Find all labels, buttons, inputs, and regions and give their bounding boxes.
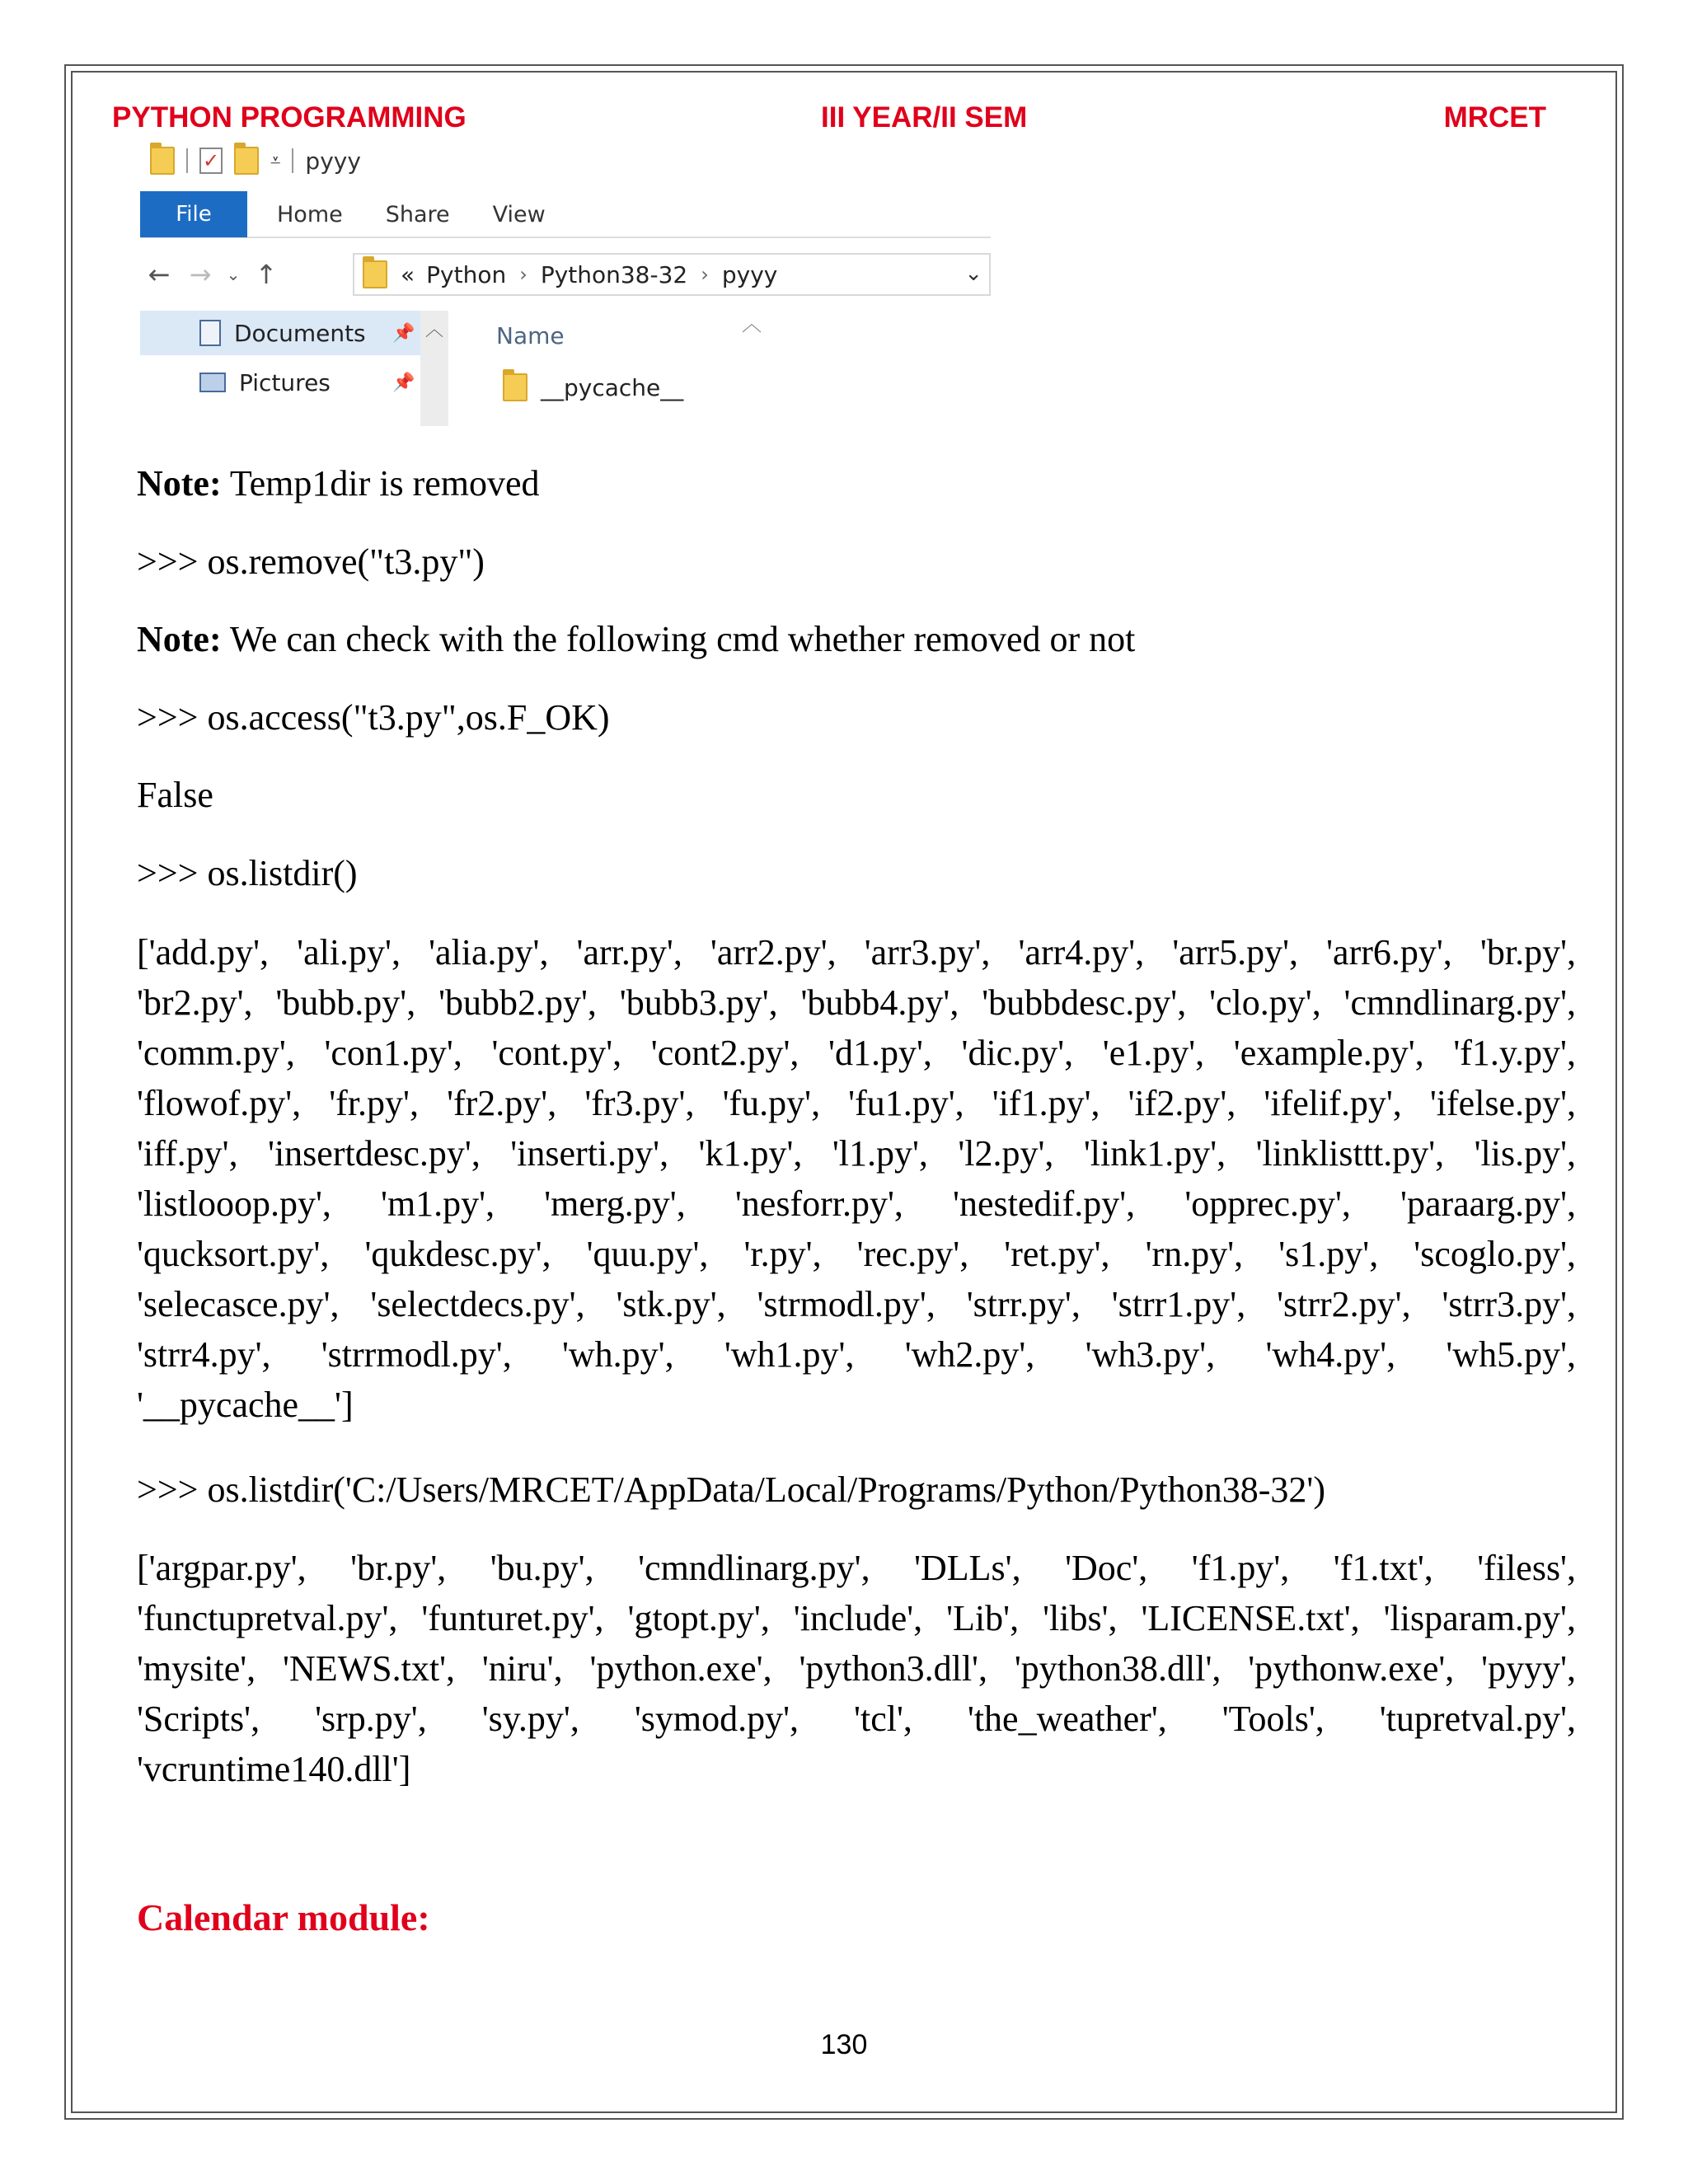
nav-item-label: Documents	[234, 319, 366, 347]
chevron-down-icon[interactable]: ⌄	[964, 261, 982, 286]
output-line: 'mysite', 'NEWS.txt', 'niru', 'python.exe', 'python3.dll', 'python38.dll', 'pythonw.exe', 'pyyy',	[137, 1648, 1576, 1689]
output-line: 'vcruntime140.dll']	[137, 1749, 411, 1789]
note-label: Note:	[137, 463, 222, 504]
nav-item-label: Pictures	[239, 368, 331, 396]
header-institution: MRCET	[1443, 101, 1546, 134]
forward-arrow-icon[interactable]: →	[189, 259, 212, 290]
breadcrumb-python[interactable]: Python	[426, 260, 507, 288]
output-line: 'selecasce.py', 'selectdecs.py', 'stk.py', 'strmodl.py', 'strr.py', 'strr1.py', 'strr2.py', 'strr3.py',	[137, 1284, 1576, 1324]
header-year: III YEAR/II SEM	[821, 101, 1028, 134]
output-line: 'listlooop.py', 'm1.py', 'merg.py', 'nesforr.py', 'nestedif.py', 'opprec.py', 'paraarg.py',	[137, 1183, 1576, 1224]
column-header-name[interactable]: Name	[496, 322, 565, 349]
output-line: 'iff.py', 'insertdesc.py', 'inserti.py', 'k1.py', 'l1.py', 'l2.py', 'link1.py', 'linklisttt.py', 'lis.py',	[137, 1133, 1576, 1174]
breadcrumb-pyyy[interactable]: pyyy	[721, 260, 778, 288]
tab-file[interactable]: File	[140, 191, 247, 237]
back-arrow-icon[interactable]: ←	[148, 259, 171, 290]
sort-ascending-icon: ︿	[742, 312, 762, 335]
output-line: '__pycache__']	[137, 1385, 354, 1425]
note-label: Note:	[137, 619, 222, 659]
note-temp1dir	[137, 458, 540, 509]
listdir-path-output	[137, 1543, 1576, 1794]
cmd-os-listdir-path: >>> os.listdir('C:/Users/MRCET/AppData/Local/Programs/Python/Python38-32')	[137, 1469, 1326, 1510]
recent-locations-chevron-icon[interactable]: ⌄	[226, 265, 241, 284]
note-text: We can check with the following cmd whether removed or not	[221, 619, 1136, 659]
nav-item-pictures[interactable]	[140, 360, 420, 405]
note-text: Temp1dir is removed	[221, 463, 540, 504]
navigation-pane	[140, 311, 420, 426]
file-item-pycache[interactable]	[503, 373, 683, 401]
cmd-os-access: >>> os.access("t3.py",os.F_OK)	[137, 697, 610, 738]
nav-item-documents[interactable]	[140, 311, 420, 355]
header-course: PYTHON PROGRAMMING	[112, 101, 467, 134]
page-number: 130	[820, 2029, 868, 2060]
navigation-bar	[138, 250, 991, 299]
cmd-os-listdir: >>> os.listdir()	[137, 853, 358, 893]
toolbar-separator	[292, 148, 293, 173]
output-line: 'flowof.py', 'fr.py', 'fr2.py', 'fr3.py', 'fu.py', 'fu1.py', 'if1.py', 'if2.py', 'ifelif.py', 'ifelse.py',	[137, 1083, 1576, 1123]
result-false: False	[137, 775, 213, 815]
tab-share[interactable]: Share	[385, 201, 450, 227]
address-bar[interactable]	[353, 253, 991, 296]
section-title-calendar: Calendar module:	[137, 1896, 430, 1938]
output-line: 'Scripts', 'srp.py', 'sy.py', 'symod.py', 'tcl', 'the_weather', 'Tools', 'tupretval.py',	[137, 1699, 1576, 1739]
pin-icon[interactable]: 📌	[392, 322, 415, 344]
page-header	[112, 101, 1546, 138]
up-arrow-icon[interactable]: ↑	[255, 259, 278, 290]
scroll-up-icon[interactable]: ︿	[424, 320, 443, 340]
output-line: ['argpar.py', 'br.py', 'bu.py', 'cmndlinarg.py', 'DLLs', 'Doc', 'f1.py', 'f1.txt', 'filess',	[137, 1548, 1576, 1588]
listdir-output	[137, 927, 1576, 1430]
chevron-right-icon[interactable]: ›	[701, 263, 709, 286]
breadcrumb-python38-32[interactable]: Python38-32	[540, 260, 688, 288]
output-line: 'br2.py', 'bubb.py', 'bubb2.py', 'bubb3.py', 'bubb4.py', 'bubbdesc.py', 'clo.py', 'cmndlinarg.py',	[137, 982, 1576, 1023]
address-folder-icon	[363, 260, 387, 288]
output-line: 'qucksort.py', 'qukdesc.py', 'quu.py', 'r.py', 'rec.py', 'ret.py', 'rn.py', 's1.py', 'scoglo.py',	[137, 1234, 1576, 1274]
pin-icon[interactable]: 📌	[392, 372, 415, 393]
navpane-scrollbar[interactable]	[420, 311, 448, 426]
toolbar-separator	[186, 148, 188, 173]
window-title: pyyy	[305, 147, 361, 175]
output-line: 'strr4.py', 'strrmodl.py', 'wh.py', 'wh1.py', 'wh2.py', 'wh3.py', 'wh4.py', 'wh5.py',	[137, 1334, 1576, 1375]
output-line: 'comm.py', 'con1.py', 'cont.py', 'cont2.py', 'd1.py', 'dic.py', 'e1.py', 'example.py', 'f1.y.py',	[137, 1033, 1576, 1073]
new-folder-icon[interactable]	[234, 147, 259, 175]
file-item-label: __pycache__	[541, 373, 684, 401]
output-line: ['add.py', 'ali.py', 'alia.py', 'arr.py', 'arr2.py', 'arr3.py', 'arr4.py', 'arr5.py', 'arr6.py', 'br.py',	[137, 932, 1576, 972]
tab-home[interactable]: Home	[277, 201, 343, 227]
file-explorer-screenshot	[138, 136, 991, 426]
quick-access-toolbar	[150, 143, 361, 179]
documents-icon	[199, 320, 221, 346]
properties-icon[interactable]: ✓	[199, 148, 223, 174]
output-line: 'functupretval.py', 'funturet.py', 'gtopt.py', 'include', 'Lib', 'libs', 'LICENSE.txt', 'lisparam.py',	[137, 1598, 1576, 1638]
tab-view[interactable]: View	[492, 201, 546, 227]
note-check-removed	[137, 614, 1135, 664]
pictures-icon	[199, 373, 226, 392]
customize-dropdown-icon[interactable]: ⩡	[270, 150, 281, 171]
cmd-os-remove: >>> os.remove("t3.py")	[137, 541, 485, 582]
folder-icon	[503, 373, 528, 401]
breadcrumb-overflow[interactable]: «	[401, 260, 415, 288]
ribbon-tabs	[140, 192, 991, 238]
chevron-right-icon[interactable]: ›	[519, 263, 528, 286]
folder-icon[interactable]	[150, 147, 175, 175]
